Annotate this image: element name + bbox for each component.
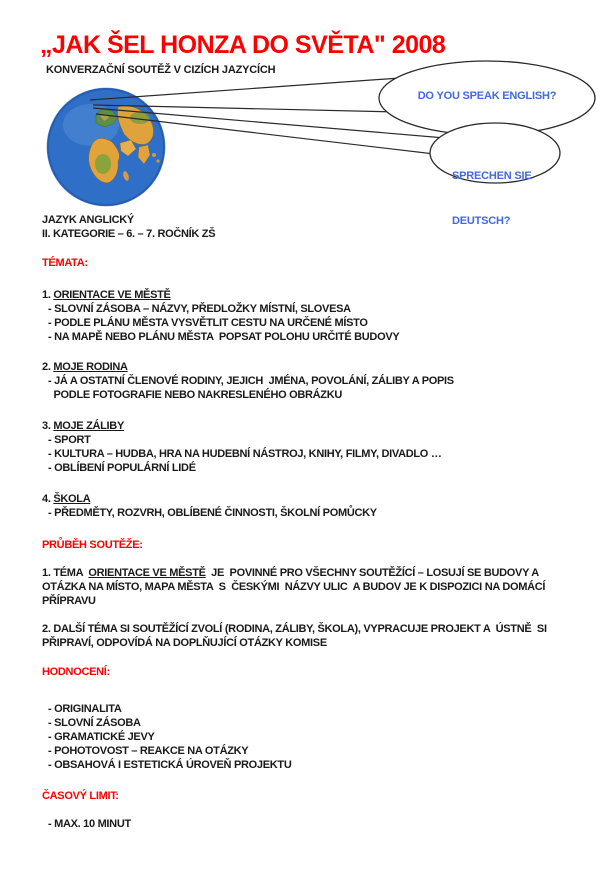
hodnoceni-item: - GRAMATICKÉ JEVY bbox=[48, 731, 155, 743]
hodnoceni-item: - POHOTOVOST – REAKCE NA OTÁZKY bbox=[48, 745, 249, 757]
language-line: JAZYK ANGLICKÝ bbox=[42, 214, 134, 226]
topic-item: - SLOVNÍ ZÁSOBA – NÁZVY, PŘEDLOŽKY MÍSTNÍ, SLOVESA bbox=[48, 303, 351, 315]
paragraph-tema-povinne: 1. TÉMA ORIENTACE VE MĚSTĚ JE POVINNÉ PRO VŠECHNY SOUTĚŽÍCÍ – LOSUJÍ SE BUDOVY A OTÁZKA NA MÍSTO, MAPA MĚSTA S ČESKÝMI NÁZVY ULIC A BUDOV JE K DISPOZICI NA DOMÁCÍ PŘÍPRAVU bbox=[42, 567, 546, 607]
document-body bbox=[42, 213, 602, 831]
hodnoceni-item: - SLOVNÍ ZÁSOBA bbox=[48, 717, 141, 729]
topic-item: PODLE FOTOGRAFIE NEBO NAKRESLENÉHO OBRÁZKU bbox=[48, 389, 343, 401]
bubble-english-text: DO YOU SPEAK ENGLISH? bbox=[417, 90, 557, 102]
heading-temata: TÉMATA: bbox=[42, 257, 88, 269]
topic-item: - OBLÍBENÍ POPULÁRNÍ LIDÉ bbox=[48, 462, 196, 474]
hodnoceni-list bbox=[42, 702, 602, 772]
paragraph-dalsi-tema: 2. DALŠÍ TÉMA SI SOUTĚŽÍCÍ ZVOLÍ (RODINA, ZÁLIBY, ŠKOLA), VYPRACUJE PROJEKT A ÚSTNĚ SI PŘIPRAVÍ, ODPOVÍDÁ NA DOPLŇUJÍCÍ OTÁZKY KOMISE bbox=[42, 623, 547, 649]
topic-item: - NA MAPĚ NEBO PLÁNU MĚSTA POPSAT POLOHU URČITÉ BUDOVY bbox=[48, 331, 400, 343]
topic-item: - PŘEDMĚTY, ROZVRH, OBLÍBENÉ ČINNOSTI, ŠKOLNÍ POMŮCKY bbox=[48, 507, 377, 519]
page-title: „JAK ŠEL HONZA DO SVĚTA" 2008 bbox=[40, 31, 446, 59]
casovy-list bbox=[42, 817, 602, 831]
topic-title: 2. MOJE RODINA bbox=[42, 361, 128, 373]
bubble-german-line2: DEUTSCH? bbox=[452, 215, 511, 227]
topic-orientace bbox=[42, 288, 602, 344]
intro-block bbox=[42, 213, 602, 241]
heading-hodnoceni: HODNOCENÍ: bbox=[42, 666, 110, 678]
topic-title: 1. ORIENTACE VE MĚSTĚ bbox=[42, 289, 171, 301]
topic-item: - JÁ A OSTATNÍ ČLENOVÉ RODINY, JEJICH JMÉNA, POVOLÁNÍ, ZÁLIBY A POPIS bbox=[48, 375, 454, 387]
topic-item: - KULTURA – HUDBA, HRA NA HUDEBNÍ NÁSTROJ, KNIHY, FILMY, DIVADLO … bbox=[48, 448, 442, 460]
heading-casovy-limit: ČASOVÝ LIMIT: bbox=[42, 790, 119, 802]
topic-title: 3. MOJE ZÁLIBY bbox=[42, 420, 124, 432]
bubble-german-line1: SPRECHEN SIE bbox=[452, 170, 532, 182]
topic-item: - PODLE PLÁNU MĚSTA VYSVĚTLIT CESTU NA URČENÉ MÍSTO bbox=[48, 317, 368, 329]
category-line: II. KATEGORIE – 6. – 7. ROČNÍK ZŠ bbox=[42, 228, 216, 240]
topic-skola bbox=[42, 492, 602, 520]
topic-title: 4. ŠKOLA bbox=[42, 493, 91, 505]
hodnoceni-item: - OBSAHOVÁ I ESTETICKÁ ÚROVEŇ PROJEKTU bbox=[48, 759, 292, 771]
bubble-tail-english bbox=[90, 78, 400, 100]
topic-rodina bbox=[42, 360, 602, 402]
hodnoceni-item: - ORIGINALITA bbox=[48, 703, 122, 715]
heading-prubeh-souteze: PRŮBĚH SOUTĚŽE: bbox=[42, 539, 143, 551]
topic-item: - SPORT bbox=[48, 434, 91, 446]
casovy-item: - MAX. 10 MINUT bbox=[48, 818, 131, 830]
page-subtitle: KONVERZAČNÍ SOUTĚŽ V CIZÍCH JAZYCÍCH bbox=[46, 64, 276, 76]
topic-zaliby bbox=[42, 419, 602, 475]
